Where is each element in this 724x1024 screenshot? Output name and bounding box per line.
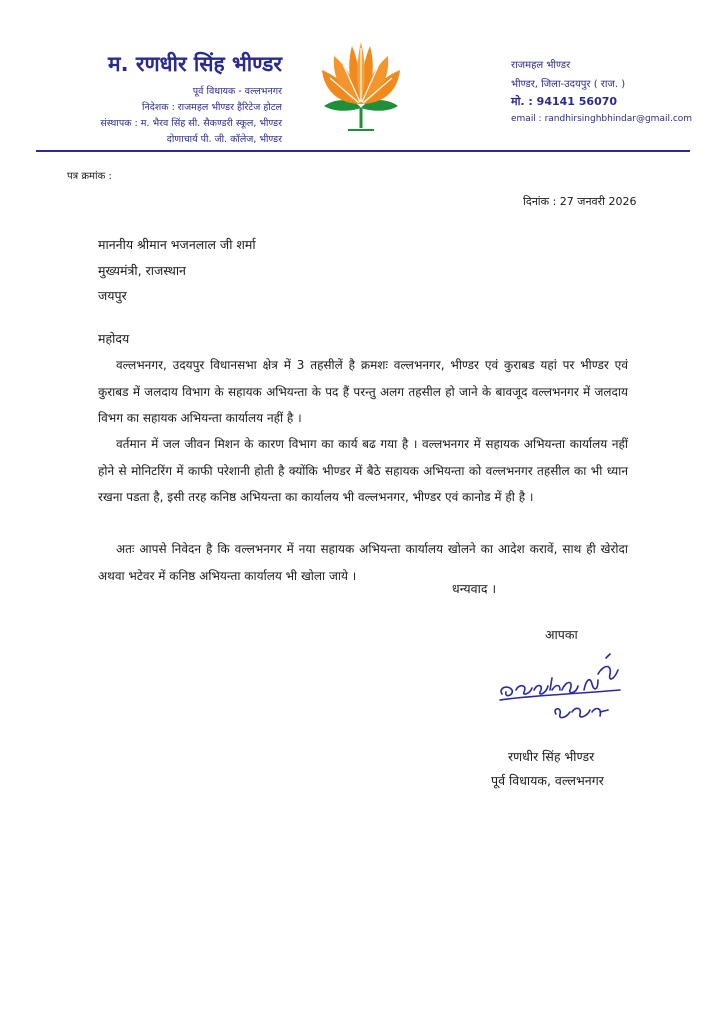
paragraph-1-text: वल्लभनगर, उदयपुर विधानसभा क्षेत्र में 3 तहसीलें है क्रमशः वल्लभनगर, भीण्डर एवं कुराबड यहां पर भीण्डर एवं कुराबड में जलदाय विभाग के सहायक अभियन्ता के पद हैं परन्तु अलग तहसील हो जाने के बावजूद वल्लभनगर में जलदाय विभग का सहायक अभियन्ता कार्यालय नहीं है । <box>98 358 628 425</box>
signature-name: रणधीर सिंह भीण्डर <box>508 749 595 764</box>
recipient-city: जयपुर <box>98 288 127 303</box>
letterhead-line-director: निदेशक : राजमहल भीण्डर हैरिटेज होटल <box>142 102 282 113</box>
letterhead-divider <box>36 150 690 152</box>
letterhead-address-line2: भीण्डर, जिला-उदयपुर ( राज. ) <box>511 79 626 90</box>
letterhead-line-college: दोणाचार्य पी. जी. कॉलेज, भीण्डर <box>166 134 282 145</box>
paragraph-3 <box>98 536 628 589</box>
signature-post: पूर्व विधायक, वल्लभनगर <box>491 773 604 788</box>
paragraph-3-text: अतः आपसे निवेदन है कि वल्लभनगर में नया सहायक अभियन्ता कार्यालय खोलने का आदेश करावें, साथ ही खेरोदा अथवा भटेवर में कनिष्ठ अभियन्ता कार्यालय भी खोला जाये । <box>98 542 628 583</box>
recipient-name: माननीय श्रीमान भजनलाल जी शर्मा <box>98 237 256 252</box>
letterhead-line-founder: संस्थापक : म. भैरव सिंह सी. सैकण्डरी स्कूल, भीण्डर <box>100 118 282 129</box>
reference-label: पत्र क्रमांक : <box>67 171 112 182</box>
letterhead-name: म. रणधीर सिंह भीण्डर <box>108 52 282 76</box>
letterhead-address-line1: राजमहल भीण्डर <box>511 60 571 71</box>
thanks-text: धन्यवाद । <box>452 581 497 596</box>
handwritten-signature <box>494 650 634 730</box>
paragraph-2-text: वर्तमान में जल जीवन मिशन के कारण विभाग का कार्य बढ गया है । वल्लभनगर में सहायक अभियन्ता कार्यालय नहीं होने से मोनिटरिंग में काफी परेशानी होती है क्योंकि भीण्डर में बैठे सहायक अभियन्ता को वल्लभनगर तहसील का भी ध्यान रखना पडता है, इसी तरह कनिष्ठ अभियन्ता का कार्यालय भी वल्लभनगर, भीण्डर एवं कानोड में ही है । <box>98 437 628 504</box>
paragraph-1 <box>98 352 628 432</box>
letterhead-line-former-mla: पूर्व विधायक - वल्लभनगर <box>192 86 282 97</box>
letter-date: दिनांक : 27 जनवरी 2026 <box>523 195 637 208</box>
closing-text: आपका <box>545 627 578 642</box>
letterhead-email: email : randhirsinghbhindar@gmail.com <box>511 114 693 124</box>
letterhead-mobile: मो. : 94141 56070 <box>511 95 618 108</box>
recipient-designation: मुख्यमंत्री, राजस्थान <box>98 263 186 278</box>
lotus-icon <box>318 40 404 132</box>
salutation: महोदय <box>98 331 130 346</box>
paragraph-2 <box>98 431 628 511</box>
